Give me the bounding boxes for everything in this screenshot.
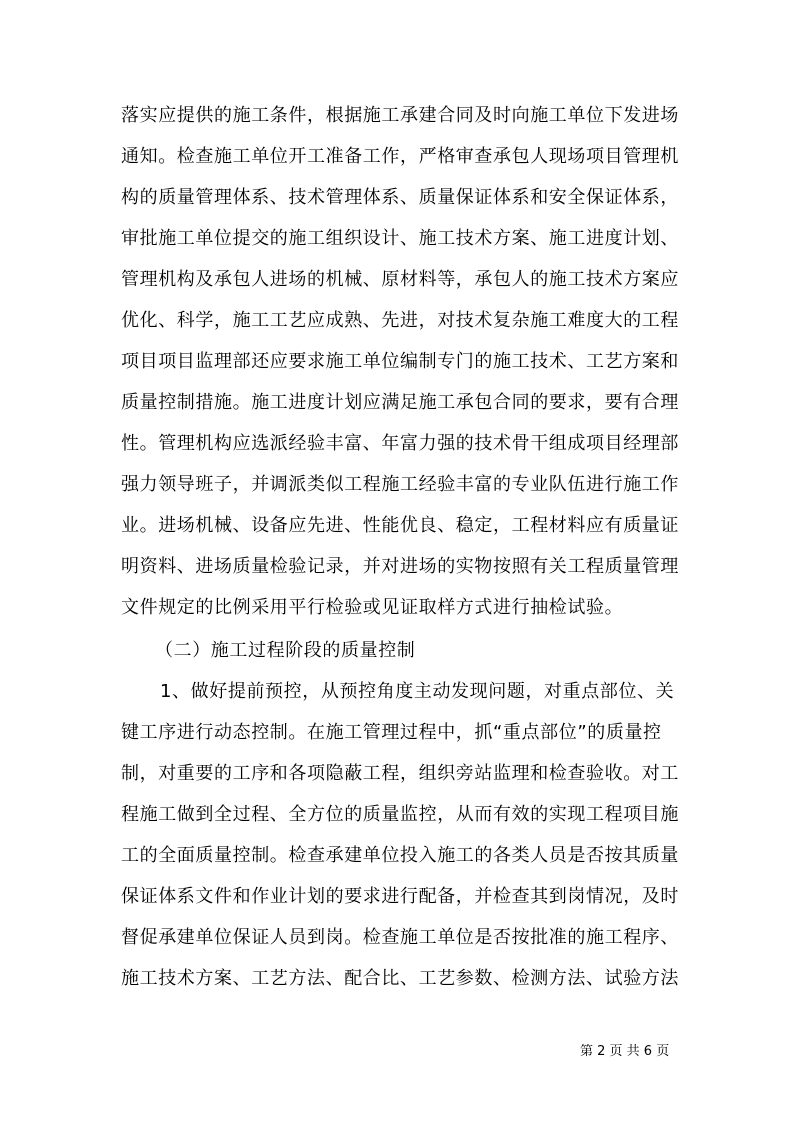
- paragraph-line: 优化、科学，施工工艺应成熟、先进，对技术复杂施工难度大的工程: [121, 310, 679, 331]
- paragraph-line: 保证体系文件和作业计划的要求进行配备，并检查其到岗情况，及时: [121, 886, 679, 907]
- paragraph-line: 施工技术方案、工艺方法、配合比、工艺参数、检测方法、试验方法: [121, 968, 679, 989]
- paragraph-line: 项目项目监理部还应要求施工单位编制专门的施工技术、工艺方案和: [121, 351, 679, 372]
- paragraph-line: 业。进场机械、设备应先进、性能优良、稳定，工程材料应有质量证: [121, 515, 679, 536]
- paragraph-line: 督促承建单位保证人员到岗。检查施工单位是否按批准的施工程序、: [121, 927, 679, 948]
- paragraph-line: 键工序进行动态控制。在施工管理过程中，抓“重点部位”的质量控: [121, 722, 662, 743]
- paragraph-line: 1、做好提前预控，从预控角度主动发现问题，对重点部位、关: [160, 681, 675, 702]
- paragraph-line: 明资料、进场质量检验记录，并对进场的实物按照有关工程质量管理: [121, 556, 679, 577]
- paragraph-line: 性。管理机构应选派经验丰富、年富力强的技术骨干组成项目经理部: [121, 433, 679, 454]
- paragraph-line: 强力领导班子，并调派类似工程施工经验丰富的专业队伍进行施工作: [121, 474, 679, 495]
- paragraph-line: 程施工做到全过程、全方位的质量监控，从而有效的实现工程项目施: [121, 804, 679, 825]
- paragraph-line: 质量控制措施。施工进度计划应满足施工承包合同的要求，要有合理: [121, 392, 679, 413]
- paragraph-line: 构的质量管理体系、技术管理体系、质量保证体系和安全保证体系，: [121, 187, 679, 208]
- paragraph-line: 工的全面质量控制。检查承建单位投入施工的各类人员是否按其质量: [121, 845, 679, 866]
- paragraph-line: 制，对重要的工序和各项隐蔽工程，组织旁站监理和检查验收。对工: [121, 763, 679, 784]
- paragraph-line: 落实应提供的施工条件，根据施工承建合同及时向施工单位下发进场: [121, 105, 679, 126]
- section-heading: （二）施工过程阶段的质量控制: [155, 640, 416, 661]
- page-number-footer: 第 2 页 共 6 页: [580, 1044, 670, 1059]
- paragraph-line: 管理机构及承包人进场的机械、原材料等，承包人的施工技术方案应: [121, 269, 679, 290]
- paragraph-line: 文件规定的比例采用平行检验或见证取样方式进行抽检试验。: [121, 597, 624, 618]
- paragraph-line: 审批施工单位提交的施工组织设计、施工技术方案、施工进度计划、: [121, 228, 679, 249]
- paragraph-line: 通知。检查施工单位开工准备工作，严格审查承包人现场项目管理机: [121, 146, 679, 167]
